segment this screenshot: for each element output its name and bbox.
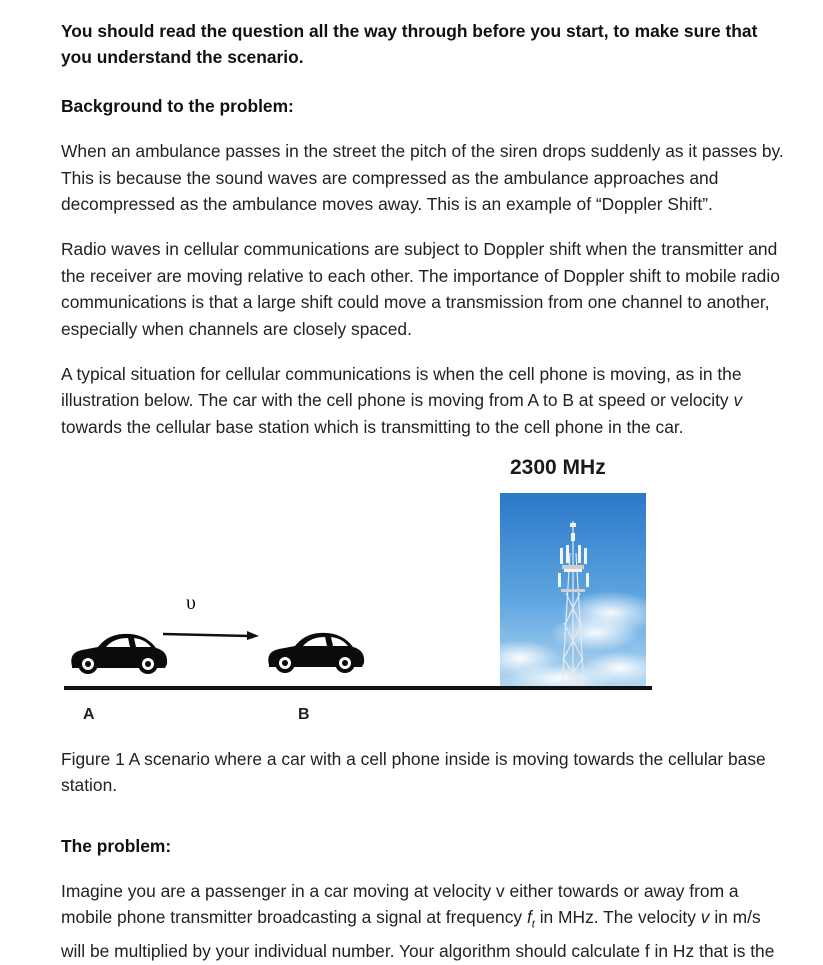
frequency-symbol-subscript: t: [531, 918, 535, 931]
problem-line-2-text-b: in MHz. The velocity: [534, 907, 701, 928]
problem-velocity-symbol: v: [700, 907, 710, 928]
problem-line-1: Imagine you are a passenger in a car moving at velocity v either towards or away from a: [61, 881, 739, 901]
car-icon-a: [68, 628, 168, 676]
problem-heading: The problem:: [61, 836, 172, 856]
document-body: [61, 18, 791, 460]
background-paragraph-1: When an ambulance passes in the street the pitch of the siren drops suddenly as it passes by. This is because the sound waves are compressed as the ambulance approaches and decompressed as the ambulance moves away. This is an example of “Doppler Shift”.: [61, 141, 784, 215]
para3-text-after: towards the cellular base station which is transmitting to the cell phone in the car.: [61, 416, 684, 437]
point-b-label: B: [298, 706, 310, 723]
para3-velocity-symbol: v: [733, 390, 743, 411]
background-paragraph-2: Radio waves in cellular communications are subject to Doppler shift when the transmitter and the receiver are moving relative to each other. The importance of Doppler shift to mobile radio communications is that a large shift could move a transmission from one channel to another, especially when channels are closely spaced.: [61, 239, 780, 339]
road-line: [64, 686, 652, 690]
problem-line-2-text-a: mobile phone transmitter broadcasting a signal at frequency: [61, 907, 527, 928]
cell-tower-photo: [500, 493, 646, 688]
problem-line-3: will be multiplied by your individual number. Your algorithm should calculate f in Hz that is the: [61, 941, 775, 962]
para3-text-before: A typical situation for cellular communications is when the cell phone is moving, as in the illustration below. The car with the cell phone is moving from A to B at speed or velocity: [61, 364, 742, 411]
problem-line-2-text-c: in m/s: [709, 907, 761, 928]
background-heading: Background to the problem:: [61, 95, 294, 116]
car-icon-b: [265, 627, 365, 675]
point-a-label: A: [83, 706, 95, 723]
velocity-label: υ: [186, 592, 196, 614]
problem-paragraph: [61, 878, 801, 965]
velocity-arrow: [163, 627, 259, 643]
background-paragraph-3: [61, 361, 791, 440]
figure-caption: Figure 1 A scenario where a car with a cell phone inside is moving towards the cellular base station.: [61, 749, 766, 796]
frequency-symbol: [526, 907, 535, 931]
intro-instruction: You should read the question all the way through before you start, to make sure that you understand the scenario.: [61, 21, 758, 68]
frequency-symbol-letter: f: [526, 907, 532, 928]
frequency-label: 2300 MHz: [510, 456, 606, 479]
problem-line-2: [61, 904, 801, 938]
